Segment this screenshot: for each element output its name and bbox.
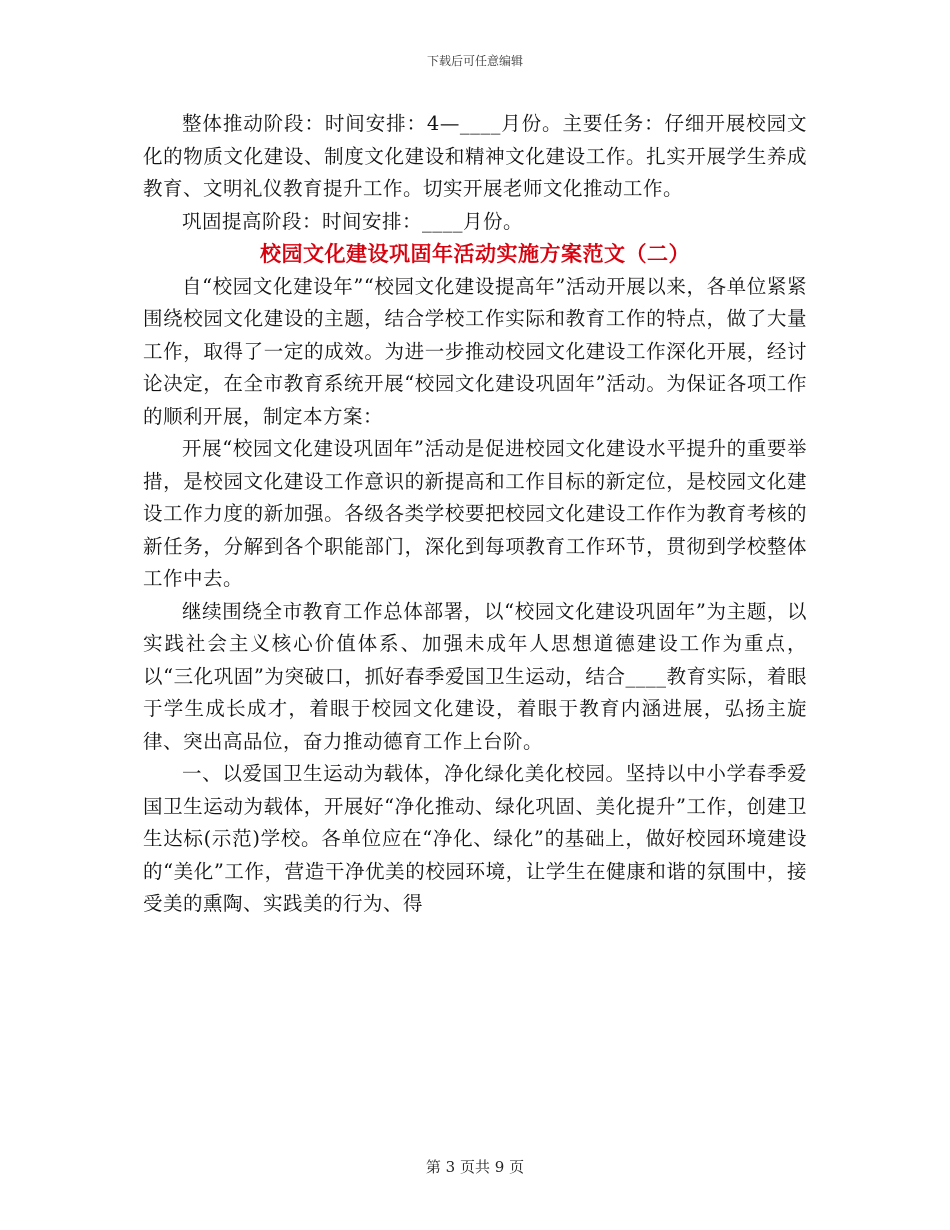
section-title: 校园文化建设巩固年活动实施方案范文（二） [260, 241, 690, 266]
paragraph-consolidation-stage: 巩固提高阶段：时间安排：____月份。 [182, 209, 524, 233]
document-body [143, 108, 807, 921]
page-header: 下载后可任意编辑 [426, 54, 523, 68]
page-footer: 第 3 页共 9 页 [425, 1158, 525, 1176]
paragraph-intro: 自“校园文化建设年”“校园文化建设提高年”活动开展以来，各单位紧紧围绕校园文化建设的主题，结合学校工作实际和教育工作的特点，做了大量工作，取得了一定的成效。为进一步推动校园文化建设工作深化开展，经讨论决定，在全市教育系统开展“校园文化建设巩固年”活动。为保证各项工作的顺利开展，制定本方案： [143, 274, 807, 428]
paragraph-item-one: 一、以爱国卫生运动为载体，净化绿化美化校园。坚持以中小学春季爱国卫生运动为载体，开展好“净化推动、绿化巩固、美化提升”工作，创建卫生达标(示范)学校。各单位应在“净化、绿化”的基础上，做好校园环境建设的“美化”工作，营造干净优美的校园环境，让学生在健康和谐的氛围中，接受美的熏陶、实践美的行为、得 [143, 762, 807, 915]
paragraph-significance: 开展“校园文化建设巩固年”活动是促进校园文化建设水平提升的重要举措，是校园文化建设工作意识的新提高和工作目标的新定位，是校园文化建设工作力度的新加强。各级各类学校要把校园文化建设工作作为教育考核的新任务，分解到各个职能部门，深化到每项教育工作环节，贯彻到学校整体工作中去。 [143, 437, 807, 590]
paragraph-promotion-stage: 整体推动阶段：时间安排：4—____月份。主要任务：仔细开展校园文化的物质文化建设、制度文化建设和精神文化建设工作。扎实开展学生养成教育、文明礼仪教育提升工作。切实开展老师文化推动工作。 [143, 112, 807, 200]
paragraph-guiding-idea: 继续围绕全市教育工作总体部署，以“校园文化建设巩固年”为主题，以实践社会主义核心价值体系、加强未成年人思想道德建设工作为重点，以“三化巩固”为突破口，抓好春季爱国卫生运动，结合____教育实际，着眼于学生成长成才，着眼于校园文化建设，着眼于教育内涵进展，弘扬主旋律、突出高品位，奋力推动德育工作上台阶。 [143, 599, 807, 753]
